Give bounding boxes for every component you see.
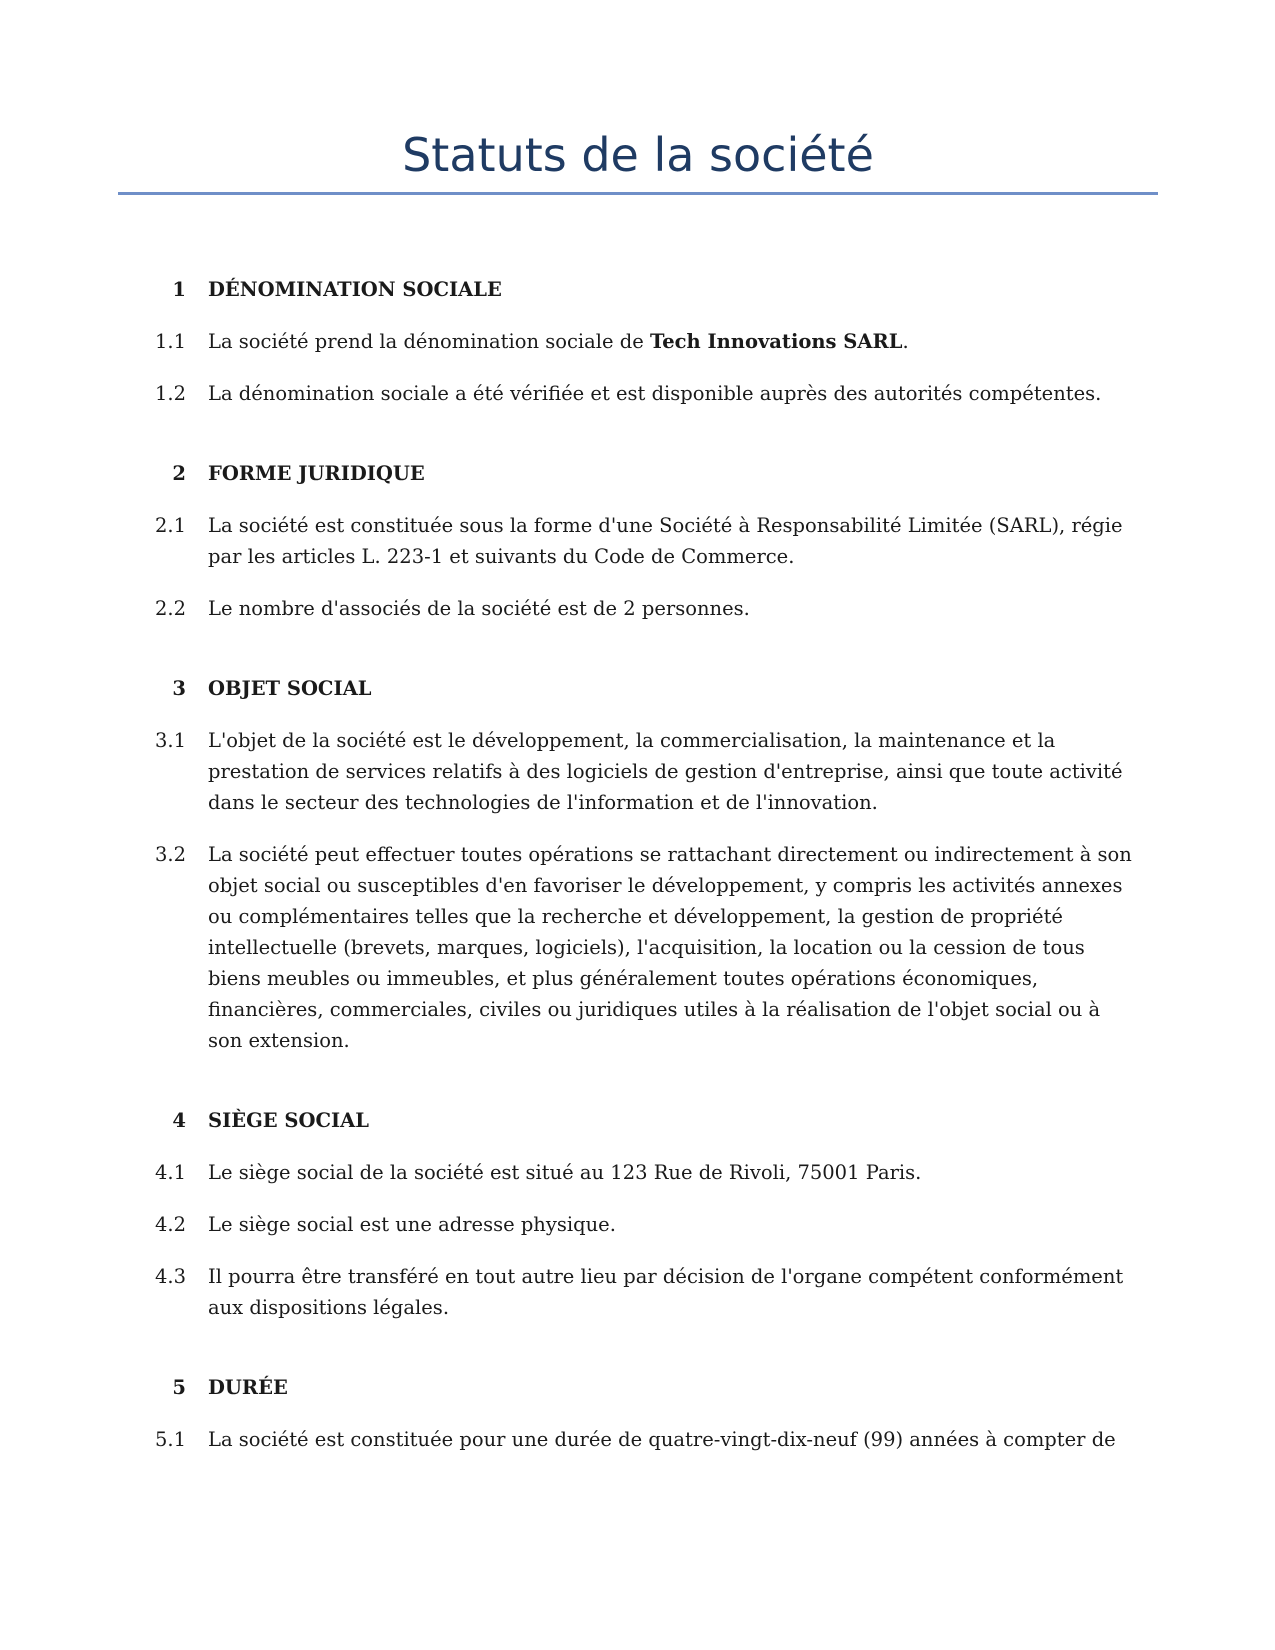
section-number: 2 <box>172 462 186 485</box>
section-title: DURÉE <box>208 1376 288 1399</box>
clause <box>140 378 1140 409</box>
section-heading <box>140 1106 1140 1136</box>
clause-number: 3.2 <box>154 843 186 866</box>
clause-number: 1.2 <box>154 382 186 405</box>
clause-text: La société est constituée sous la forme d'une Société à Responsabilité Limitée (SARL), régie par les articles L. 223-1 et suivants du Code de Commerce. <box>208 514 1123 568</box>
clause <box>140 1157 1140 1188</box>
clause <box>140 839 1140 1056</box>
clause-number: 1.1 <box>154 330 186 353</box>
section-title: DÉNOMINATION SOCIALE <box>208 278 502 301</box>
section-heading <box>140 459 1140 489</box>
clause-text: Le siège social est une adresse physique. <box>208 1213 616 1236</box>
section-title: FORME JURIDIQUE <box>208 462 425 485</box>
title-divider <box>118 192 1158 195</box>
clause-text-before: La société prend la dénomination sociale de <box>208 330 650 353</box>
section-forme-juridique <box>140 459 1140 624</box>
document-title: Statuts de la société <box>402 128 874 182</box>
clause-text: Le siège social de la société est situé au 123 Rue de Rivoli, 75001 Paris. <box>208 1161 922 1184</box>
clause <box>140 326 1140 357</box>
document-body <box>140 275 1140 1505</box>
section-number: 1 <box>172 278 186 301</box>
clause-text-after: . <box>902 330 909 353</box>
company-name: Tech Innovations SARL <box>649 330 903 353</box>
section-siege-social <box>140 1106 1140 1323</box>
section-heading <box>140 674 1140 704</box>
clause-number: 5.1 <box>154 1428 186 1451</box>
clause <box>140 1261 1140 1323</box>
clause-number: 3.1 <box>154 729 186 752</box>
section-objet-social <box>140 674 1140 1056</box>
section-duree <box>140 1373 1140 1455</box>
clause <box>140 1209 1140 1240</box>
section-number: 5 <box>172 1376 186 1399</box>
clause-text: La société peut effectuer toutes opérations se rattachant directement ou indirectement à son objet social ou susceptibles d'en favoriser le développement, y compris les activités annexes ou complémentaires telles que la recherche et développement, la gestion de propriété intellectuelle (brevets, marques, logiciels), l'acquisition, la location ou la cession de tous biens meubles ou immeubles, et plus généralement toutes opérations économiques, financières, commerciales, civiles ou juridiques utiles à la réalisation de l'objet social ou à son extension. <box>208 843 1132 1052</box>
section-number: 3 <box>172 677 186 700</box>
section-heading <box>140 1373 1140 1403</box>
clause <box>140 725 1140 818</box>
clause <box>140 1424 1140 1455</box>
clause-text: L'objet de la société est le développement, la commercialisation, la maintenance et la prestation de services relatifs à des logiciels de gestion d'entreprise, ainsi que toute activité dans le secteur des technologies de l'information et de l'innovation. <box>208 729 1123 814</box>
clause <box>140 593 1140 624</box>
clause-number: 4.3 <box>154 1265 186 1288</box>
clause-text: La dénomination sociale a été vérifiée et est disponible auprès des autorités compétentes. <box>208 382 1102 405</box>
section-number: 4 <box>172 1109 186 1132</box>
section-denomination <box>140 275 1140 409</box>
clause-text: Le nombre d'associés de la société est de 2 personnes. <box>208 597 750 620</box>
clause <box>140 510 1140 572</box>
clause-text: Il pourra être transféré en tout autre lieu par décision de l'organe compétent conformément aux dispositions légales. <box>208 1265 1124 1319</box>
clause-number: 2.2 <box>154 597 186 620</box>
clause-text <box>208 326 1140 357</box>
clause-number: 4.2 <box>154 1213 186 1236</box>
clause-text: La société est constituée pour une durée de quatre-vingt-dix-neuf (99) années à compter de <box>208 1428 1116 1451</box>
section-title: OBJET SOCIAL <box>208 677 372 700</box>
section-heading <box>140 275 1140 305</box>
clause-number: 4.1 <box>154 1161 186 1184</box>
section-title: SIÈGE SOCIAL <box>208 1109 369 1132</box>
clause-number: 2.1 <box>154 514 186 537</box>
